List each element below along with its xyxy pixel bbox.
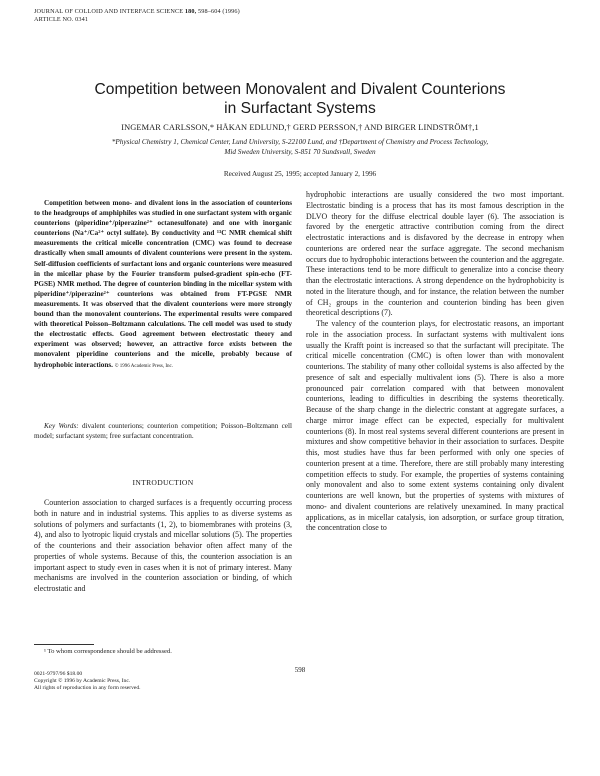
author-list: INGEMAR CARLSSON,* HÅKAN EDLUND,† GERD PERSSON,† AND BIRGER LINDSTRÖM†,1 [121,123,479,132]
footnote-divider [34,644,94,645]
journal-pages: 598–604 (1996) [198,8,240,15]
rights-notice: All rights of reproduction in any form reserved. [34,685,141,692]
section-heading-introduction: INTRODUCTION [132,478,194,487]
copyright-notice: Copyright © 1996 by Academic Press, Inc. [34,678,131,685]
left-column-body [34,498,292,595]
right-column-body [306,190,564,534]
footnote: ¹ To whom correspondence should be addressed. [44,648,172,655]
received-dates: Received August 25, 1995; accepted January 2, 1996 [223,170,377,178]
issn-price: 0021-9797/96 $18.00 [34,671,83,677]
article-number: ARTICLE NO. 0341 [34,16,89,23]
journal-volume: 180, [184,8,197,15]
abstract [34,198,292,372]
journal-name: JOURNAL OF COLLOID AND INTERFACE SCIENCE [34,8,184,15]
intro-paragraph-1: Counterion association to charged surfaces is a frequently occurring process both in nature and in industrial systems. This applies to as diverse systems as solutions of polymers and surfactants (1, 2), to biomembranes with proteins (3, 4), and also to lyotropic liquid crystals and micellar solutions (5). The properties of the counterions and their association behavior often affect many of the properties of whole systems. Because of this, the counterion association is an important aspect to study even in cases when it is not of primary interest. Many mechanisms are involved in the counterion association or binding, of which electrostatic and [34,498,292,593]
page-number: 598 [294,666,306,674]
affiliations [30,137,570,157]
keywords-text: divalent counterions; counterion competition; Poisson–Boltzmann cell model; surfactant system; free surfactant concentration. [34,422,292,441]
intro-paragraph-2: The valency of the counterion plays, for electrostatic reasons, an important role in the association process. In surfactant systems with multivalent ions usually the Krafft point is increased so that the surfactant will precipitate. The critical micelle concentration (CMC) is often lower than with monovalent counterions. The stability of many other colloidal systems is also affected by the presence of salt and especially multivalent ions (5). There is also a more pronounced pair correlation compared with that between monovalent counterions, leading to difficulties in describing the systems theoretically. Because of the sharp change in the dielectric constant at aggregate surfaces, a charge mirror image effect can be expected, especially for multivalent counterions (8). In most real systems several different counterions are present in mixtures and show competitive behavior in their association to surfaces. Despite this, most studies have thus far been performed with only one species of counterion present at a time. Therefore, there are still probably many interesting competition effects to study. For example, the properties of systems containing only monovalent and also to some extent systems containing only divalent counterions are well known, but the properties of systems with mixtures of mono- and divalent counterions are relatively unexamined. In many practical applications, as in micellar catalysis, ion adsorption, or surface group titration, the concentration close to [306,319,564,533]
copyright-block [34,671,141,693]
paper-title [40,80,560,118]
affiliation-line-2: Mid Sweden University, S-851 70 Sundsvall, Sweden [224,148,376,156]
keywords [34,421,292,441]
abstract-text: Competition between mono- and divalent ions in the association of counterions to the headgroups of amphiphiles was studied in one surfactant system with organic counterions (piperidine⁺/piperazine²⁺ octanesulfonate) and one with inorganic counterions (Na⁺/Ca²⁺ octyl sulfate). By conductivity and ¹³C NMR chemical shift measurements the critical micelle concentration (CMC) was found to decrease drastically when small amounts of divalent counterions were present in the system. Self-diffusion coefficients of surfactant ions and organic counterions were measured in the micellar phase by the Fourier transform pulsed-gradient spin-echo (FT-PGSE) NMR method. The degree of counterion binding in the micellar system with piperidine⁺/piperazine²⁺ counterions was obtained from FT-PGSE NMR measurements. It was observed that the divalent counterions were more strongly bound than the monovalent counterions. The experimental results were compared with theoretical Poisson–Boltzmann calculations. The cell model was used to study the electrostatic effects. Good agreement between electrostatic theory and experiment was observed; however, an attractive force exists between the monovalent piperidine counterions and the micelle, probably because of hydrophobic interactions. [34,199,292,369]
title-line-1: Competition between Monovalent and Divalent Counterions [94,81,506,98]
intro-paragraph-continued: hydrophobic interactions are usually considered the two most important. Electrostatic binding is a process that has its most famous description in the DLVO theory for the diffuse electrical double layer (6). The association is favored by the energetic attractive contribution coming from the direct electrostatic interactions and is disfavored by the decrease in entropy when counterions are ordered near the surface aggregate. The second mechanism occurs due to hydrophobic interactions between the counterion and the aggregate. These interactions tend to be more difficult to generalize into a concise theory than the electrostatic interactions. A strong dependence on the hydrophobicity is noted in the literature though, and for instance, the relation between the number of CH₂ groups in the counterion and counterion binding has been given theoretical descriptions (7). [306,190,564,318]
keywords-label: Key Words: [44,422,79,430]
journal-header [34,8,240,24]
title-line-2: in Surfactant Systems [224,100,376,117]
journal-citation [34,8,240,16]
abstract-copyright: © 1996 Academic Press, Inc. [114,363,173,369]
affiliation-line-1: *Physical Chemistry 1, Chemical Center, Lund University, S-22100 Lund, and †Department of Chemistry and Process Technology, [111,138,489,146]
